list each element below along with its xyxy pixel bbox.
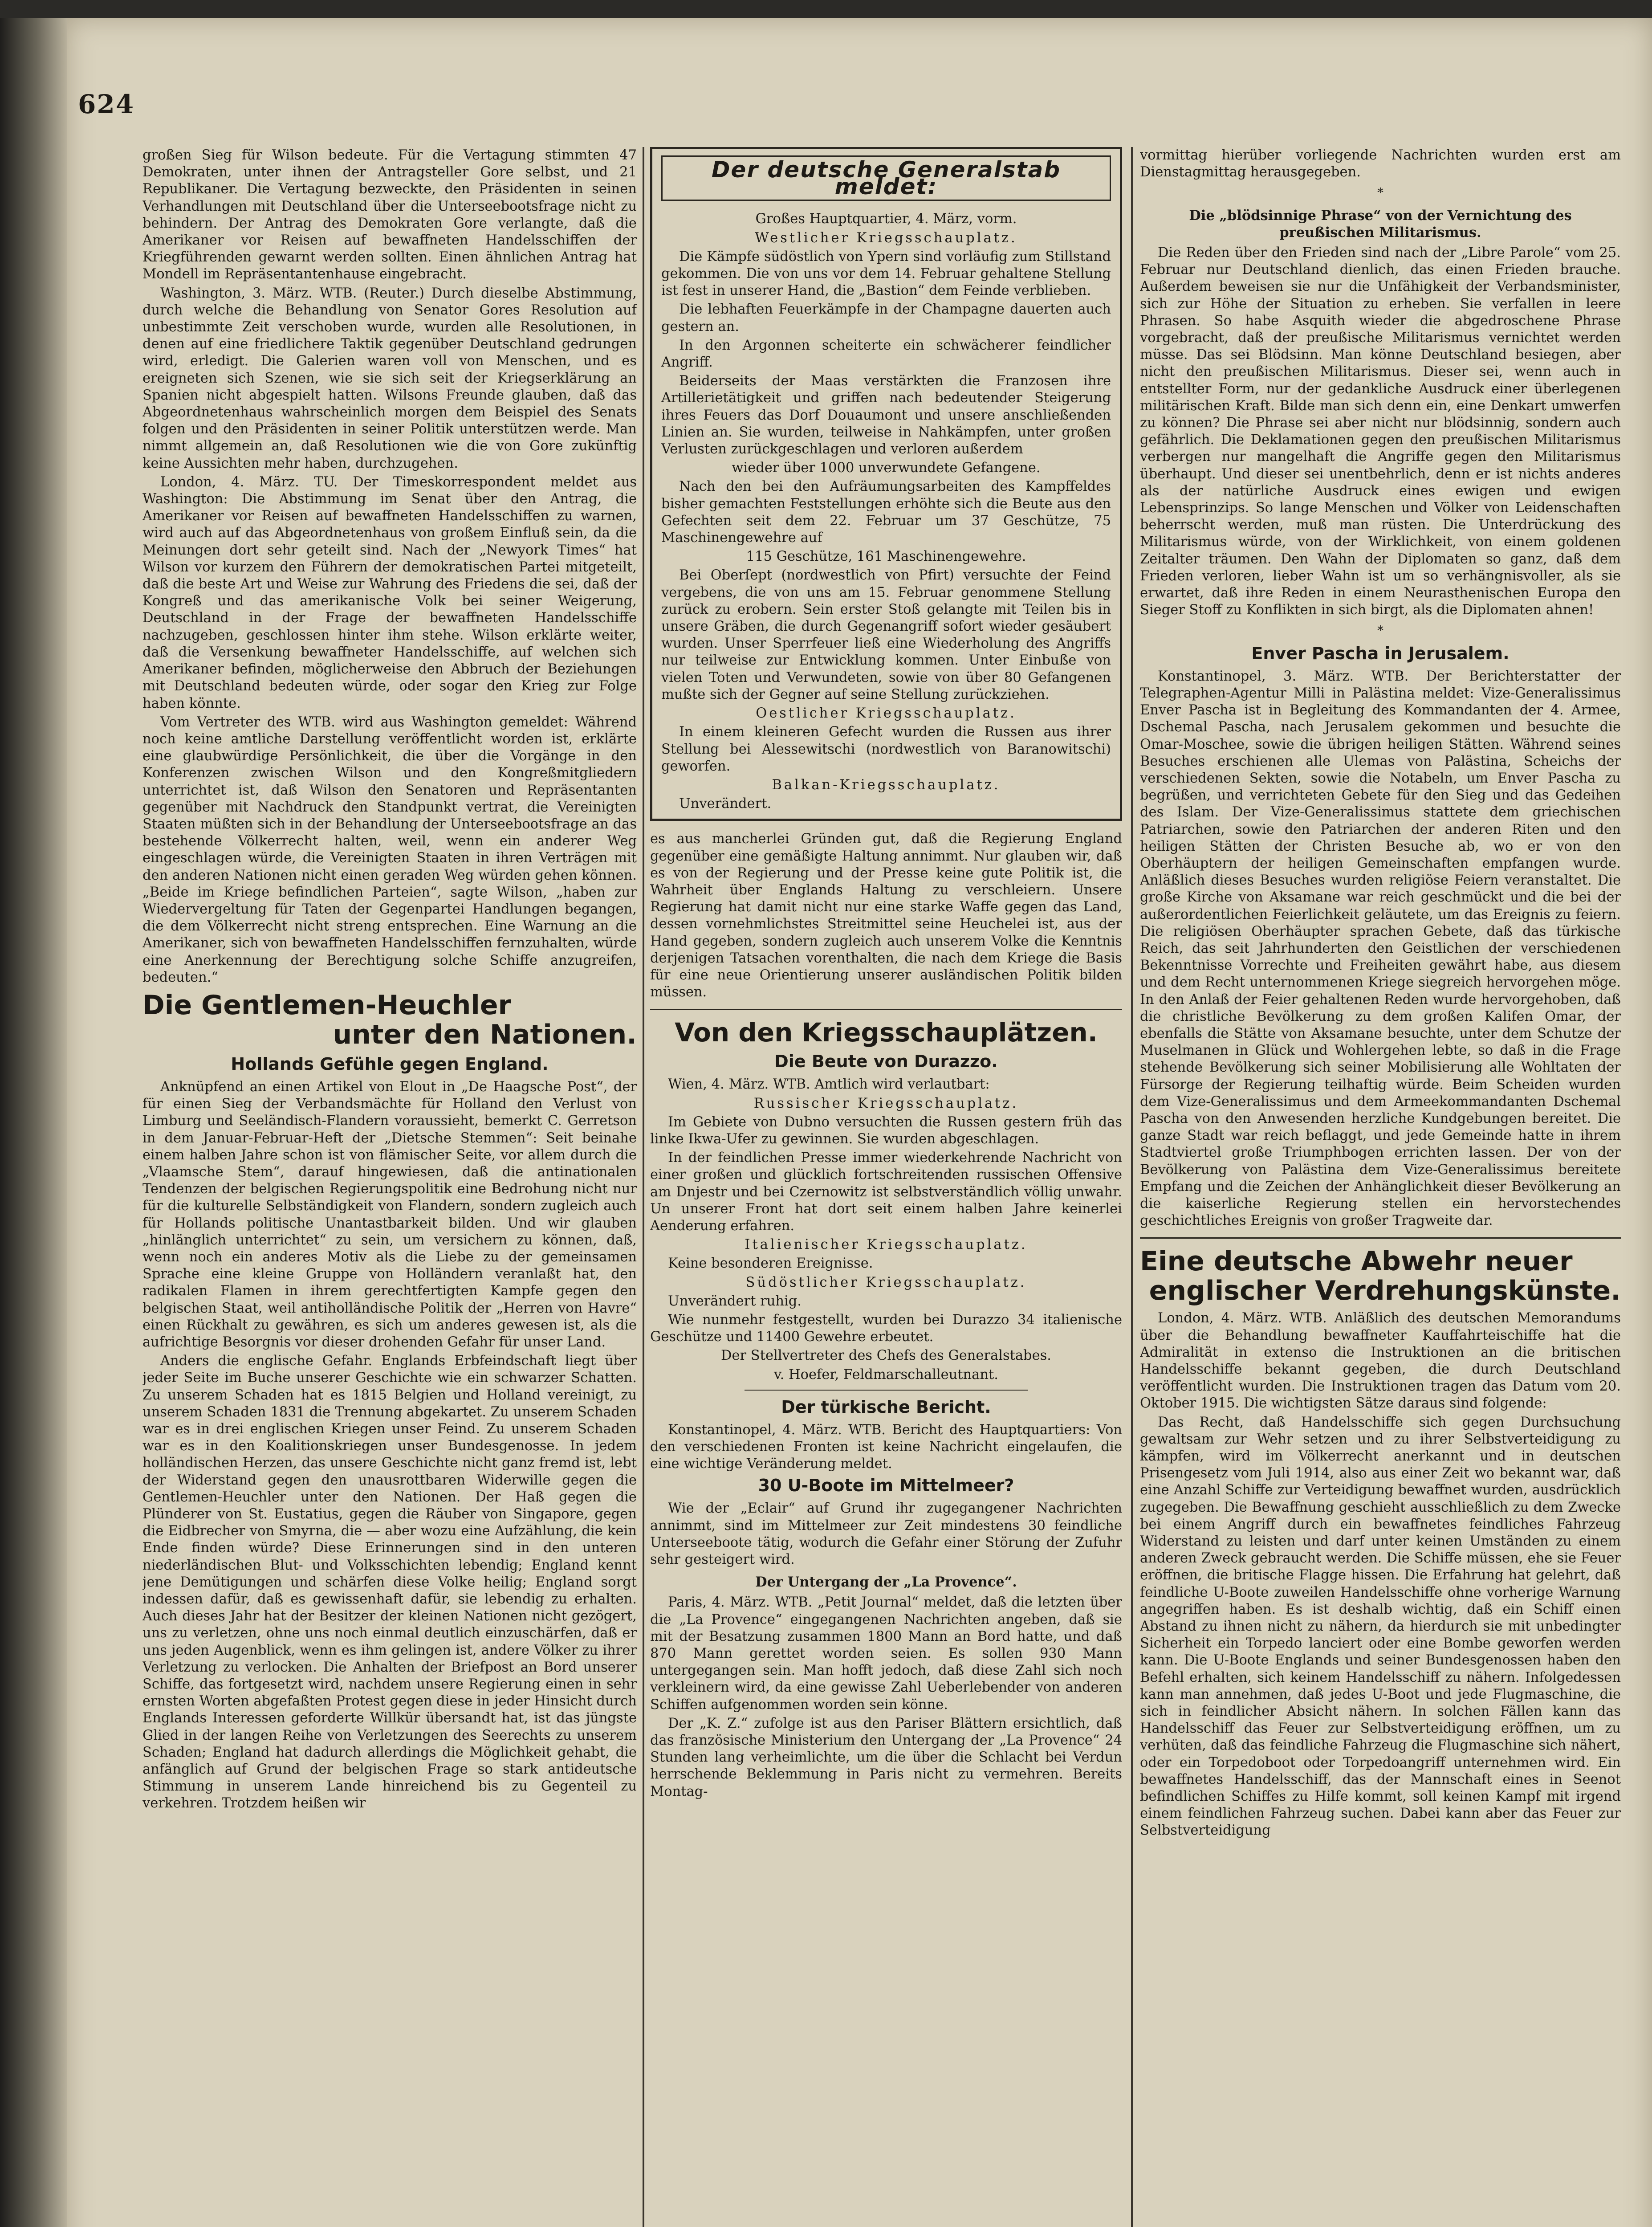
- paragraph: Vom Vertreter des WTB. wird aus Washington gemeldet: Während noch keine amtliche Darstellung veröffentlicht worden ist, erklärte eine glaubwürdige Persönlichkeit, die über die Vorgänge in den Konferenzen zwischen Wilson und den Kongreßmitgliedern unterrichtet ist, daß Wilson den Senatoren und Repräsentanten gegenüber mit Nachdruck den Standpunkt vertrat, die Vereinigten Staaten müßten sich in der Behandlung der Unterseebootsfrage an das bestehende Völkerrecht halten, weil, wenn ein anderer Weg eingeschlagen würde, die Vereinigten Staaten in ihren Verträgen mit den anderen Nationen nicht einen geraden Weg würden gehen können. „Beide im Kriege befindlichen Parteien“, sagte Wilson, „haben zur Wiedervergeltung für Taten der Gegenpartei Handlungen begangen, die dem Völkerrecht nicht streng entsprechen. Eine Warnung an die Amerikaner, sich von bewaffneten Handelsschiffen fernzuhalten, würde eine Anerkennung der Berechtigung solche Schiffe anzugreifen, bedeuten.“: [142, 714, 637, 985]
- highlight-line: 115 Geschütze, 161 Maschinengewehre.: [746, 549, 1026, 565]
- paragraph: Anders die englische Gefahr. Englands Erbfeindschaft liegt über jeder Seite im Buche unserer Geschichte wie ein schwarzer Schatten. Zu unserem Schaden hat es 1815 Belgien und Holland vereinigt, zu unserem Schaden 1831 die Trennung abgekartet. Zu unserem Schaden war es in drei englischen Kriegen unser Feind. Zu unserem Schaden war es in den Koalitionskriegen unser Bundesgenosse. In jedem holländischen Herzen, das unsere Geschichte nicht ganz fremd ist, lebt der Widerstand gegen den unausrottbaren Widerwille gegen die Gentlemen-Heuchler unter den Nationen. Der Haß gegen die Plünderer von St. Eustatius, gegen die Räuber von Singapore, gegen die Eidbrecher von Smyrna, die — aber wozu eine Aufzählung, die kein Ende finden würde? Diese Erinnerungen sind in den unteren niederländischen Blut- und Volksschichten lebendig; England kennt jene Demütigungen und schärfen diese Volke heilig; England sorgt indessen dafür, daß es gewissenhaft dafür, sie lebendig zu erhalten. Auch dieses Jahr hat der Besitzer der kleinen Nationen nicht gezögert, uns zu verletzen, ohne uns noch einmal deutlich einzuschärfen, daß er uns jeden Augenblick, wenn es ihm gelingen ist, andere Völker zu ihrer Verletzung zu verlocken. Die Anhalten der Briefpost an Bord unserer Schiffe, das fortgesetzt wird, nachdem unsere Regierung einen in sehr ernsten Worten abgefaßten Protest gegen diese in jeder Hinsicht durch Englands Interessen geforderte Willkür übersandt hat, ist das jüngste Glied in der langen Reihe von Verletzungen des Seerechts zu unserem Schaden; England hat dadurch allerdings die Möglichkeit gehabt, die anfänglich auf Grund der belgischen Frage so stark antideutsche Stimmung in unserem Lande hinreichend bis zu Gegenteil zu verkehren. Trotzdem heißen wir: [142, 1353, 637, 1811]
- paragraph: Im Gebiete von Dubno versuchten die Russen gestern früh das linke Ikwa-Ufer zu gewinnen. Sie wurden abgeschlagen.: [650, 1114, 1122, 1147]
- paragraph: es aus mancherlei Gründen gut, daß die Regierung England gegenüber eine gemäßigte Haltung annimmt. Nur glauben wir, daß es von der Regierung und der Presse keine gute Politik ist, die Wahrheit über Englands Haltung zu verschleiern. Unsere Regierung hat damit nicht nur eine starke Waffe gegen das Land, dessen vornehmlichstes Streitmittel seine Heuchelei ist, aus der Hand gegeben, sondern zugleich auch unserem Volke die Kenntnis derjenigen Tatsachen vorenthalten, die nach dem Kriege die Basis für eine neue Orientierung unserer ausländischen Politik bilden müssen.: [650, 831, 1122, 1000]
- section-heading: Südöstlicher Kriegsschauplatz.: [745, 1274, 1027, 1290]
- signature-line: Der Stellvertreter des Chefs des Generalstabes.: [721, 1348, 1051, 1364]
- section-heading: Balkan-Kriegsschauplatz.: [772, 777, 1001, 793]
- paragraph: großen Sieg für Wilson bedeute. Für die Vertagung stimmten 47 Demokraten, unter ihnen der Antragsteller Gore selbst, und 21 Republikaner. Die Vertagung bezweckte, den Präsidenten in seinen Verhandlungen mit Deutschland über die Unterseebootsfrage nicht zu behindern. Der Antrag des Demokraten Gore verlangte, daß die Amerikaner vor Reisen auf bewaffneten Handelsschiffen der Kriegführenden gewarnt werden sollten. Einen ähnlichen Antrag hat Mondell im Repräsentantenhause eingebracht.: [142, 147, 637, 282]
- star-separator: *: [1377, 185, 1383, 200]
- headline-line-1: Eine deutsche Abwehr neuer: [1140, 1246, 1573, 1277]
- article-subheadline: Die „blödsinnige Phrase“ von der Vernichtung des preußischen Militarismus.: [1189, 207, 1572, 241]
- paragraph: Wie der „Eclair“ auf Grund ihr zugegangener Nachrichten annimmt, sind im Mittelmeer zur Zeit mindestens 30 feindliche Unterseeboote tätig, wodurch die Gefahr einer Störung der Zufuhr sehr gesteigert wird.: [650, 1501, 1122, 1568]
- star-separator: *: [1377, 623, 1383, 638]
- article-headline: [142, 991, 637, 1049]
- article-headline: [1140, 1247, 1621, 1305]
- column-3: [1140, 147, 1621, 2227]
- article-subheadline: 30 U-Boote im Mittelmeer?: [758, 1476, 1014, 1496]
- paragraph: Die lebhaften Feuerkämpfe in der Champagne dauerten auch gestern an.: [661, 302, 1111, 334]
- column-1: [142, 147, 637, 2227]
- headline-line-2: unter den Nationen.: [333, 1019, 637, 1050]
- section-heading: Italienischer Kriegsschauplatz.: [745, 1237, 1028, 1253]
- paragraph: Die Kämpfe südöstlich von Ypern sind vorläufig zum Stillstand gekommen. Die von uns vor dem 14. Februar gehaltene Stellung ist fest in unserer Hand, die „Bastion“ dem Feinde verblieben.: [661, 249, 1111, 299]
- paragraph: In den Argonnen scheiterte ein schwächerer feindlicher Angriff.: [661, 337, 1111, 371]
- paragraph: Anknüpfend an einen Artikel von Elout in „De Haagsche Post“, der für einen Sieg der Verbandsmächte für Holland den Verlust von Limburg und Seeländisch-Flandern voraussieht, bemerkt C. Gerretson in dem Januar-Februar-Heft der „Dietsche Stemmen“: Seit beinahe einem halben Jahre schon ist von flämischer Seite, vor allem durch die „Vlaamsche Stem“, darauf hingewiesen, daß die antinationalen Tendenzen der belgischen Regierungspolitik eine Bedrohung nicht nur für die kulturelle Selbständigkeit von Flandern, sondern zugleich auch für Hollands politische Unantastbarkeit bilden. Und wir glauben „hinlänglich unterrichtet“ zu sein, um versichern zu können, daß, wenn noch ein anderes Motiv als die Liebe zu der gemeinsamen Sprache eine kleine Gruppe von Holländern veranlaßt hat, den radikalen Flamen in ihrem gerechtfertigten Kampfe gegen den belgischen Staat, weil antiholländische Politik der „Herren von Havre“ einen Rückhalt zu gewähren, es sich um anderes gewesen ist, als die aufrichtige Besorgnis vor dieser drohenden Gefahr für unser Land.: [142, 1079, 637, 1350]
- paragraph: Beiderseits der Maas verstärkten die Franzosen ihre Artillerietätigkeit und griffen nach bedeutender Steigerung ihres Feuers das Dorf Douaumont und unsere anschließenden Linien an. Sie wurden, teilweise in Nahkämpfen, unter großen Verlusten zurückgeschlagen und verloren außerdem: [661, 373, 1111, 457]
- paragraph: Das Recht, daß Handelsschiffe sich gegen Durchsuchung gewaltsam zur Wehr setzen und zu ihrer Selbstverteidigung zu kämpfen, wird im Völkerrecht anerkannt und in deutschen Prisengesetz vom Juli 1914, also aus einer Zeit wo bekannt war, daß eine Anzahl Schiffe zur Verteidigung bewaffnet wurden, ausdrücklich zugegeben. Die Bewaffnung geschieht ausschließlich zu dem Zwecke bei einem Angriff durch ein bewaffnetes feindliches Fahrzeug Widerstand zu leisten und darf unter keinen Umständen zu einem anderen Zweck gebraucht werden. Die Schiffe müssen, ehe sie Feuer eröffnen, die britische Flagge hissen. Die Erfahrung hat gelehrt, daß feindliche U-Boote zuweilen Handelsschiffe ohne vorherige Warnung angegriffen haben. Es ist deshalb wichtig, daß ein Schiff einen Abstand zu ihnen nicht zu nähern, da hierdurch sie mit unbedingter Sicherheit ein Torpedo lanciert oder eine Bombe geworfen werden kann. Die U-Boote Englands und seiner Bundesgenossen haben den Befehl erhalten, sich keinem Handelsschiff zu nähern. Infolgedessen kann man annehmen, daß jedes U-Boot und jede Flugmaschine, die sich in feindlicher Absicht nähern. In solchen Fällen kann das Handelsschiff das Feuer zur Selbstverteidigung eröffnen, um zu verhüten, daß das feindliche Fahrzeug die Flugmaschine sich nähert, oder ein Torpedoboot oder Torpedoangriff unternehmen wird. Ein bewaffnetes Handelsschiff, das der Mannschaft eines in Seenot befindlichen Schiffes zu Hilfe kommt, soll keinen Kampf mit irgend einem feindlichen Fahrzeug suchen. Dabei kann aber das Feuer zur Selbstverteidigung: [1140, 1414, 1621, 1839]
- paragraph: Keine besonderen Ereignisse.: [668, 1256, 873, 1272]
- separator: [1140, 1237, 1621, 1239]
- paragraph: Unverändert ruhig.: [668, 1293, 802, 1309]
- headline-line-2: englischer Verdrehungskünste.: [1149, 1275, 1621, 1307]
- article-subheadline: Der türkische Bericht.: [781, 1397, 991, 1417]
- article-subheadline: Die Beute von Durazzo.: [774, 1052, 998, 1072]
- adjacent-page-edge: [0, 18, 67, 2227]
- column-divider: [643, 147, 644, 2227]
- paragraph: In der feindlichen Presse immer wiederkehrende Nachricht von einer großen und glücklich fortschreitenden russischen Offensive am Dnjestr und bei Czernowitz ist selbstverständlich völlig unwahr. Un unserer Front hat dort seit einem halben Jahre keinerlei Aenderung erfahren.: [650, 1150, 1122, 1234]
- paragraph: vormittag hierüber vorliegende Nachrichten wurden erst am Dienstagmittag herausgegeben.: [1140, 147, 1621, 180]
- section-heading: Oestlicher Kriegsschauplatz.: [756, 706, 1017, 722]
- article-subheadline: Der Untergang der „La Provence“.: [755, 1574, 1017, 1591]
- column-2: [650, 147, 1122, 2227]
- separator: [650, 1009, 1122, 1010]
- paragraph: Bei Oberſept (nordwestlich von Pfirt) versuchte der Feind vergebens, die von uns am 15. Februar genommene Stellung zurück zu erobern. Sein erster Stoß gelangte mit Teilen bis in unsere Gräben, die durch Gegenangriff sofort wieder gesäubert wurden. Unser Sperrfeuer ließ eine Wiederholung des Angriffs nur teilweise zur Entwicklung kommen. Unter Einbuße von vielen Toten und Verwundeten, sowie von über 80 Gefangenen mußte sich der Gegner auf seine Stellung zurückziehen.: [661, 567, 1111, 702]
- box-title: Der deutsche Generalstab meldet:: [661, 155, 1111, 201]
- highlight-line: wieder über 1000 unverwundete Gefangene.: [732, 460, 1041, 476]
- column-divider: [1131, 147, 1133, 2227]
- article-headline: Von den Kriegsschauplätzen.: [675, 1017, 1098, 1048]
- paragraph: Konstantinopel, 3. März. WTB. Der Berichterstatter der Telegraphen-Agentur Milli in Palästina meldet: Vize-Generalissimus Enver Pascha ist in Begleitung des Kommandanten der 4. Armee, Dschemal Pascha, nach Jerusalem gekommen und besuchte die Omar-Moschee, sowie die übrigen heiligen Stätten. Während seines Besuches erschienen alle Ulemas von Palästina, Scheichs der verschiedenen Sekten, sowie die Notabeln, um Enver Pascha zu begrüßen, und verrichteten Gebete für den Sieg und das Gedeihen des Islam. Der Vize-Generalissimus stattete dem griechischen Patriarchen, sowie den Patriarchen der anderen Riten und den heiligen Stätten der Christen Besuche ab, wo er von den Oberhäuptern der heiligen Gemeinschaften empfangen wurde. Anläßlich dieses Besuches wurden religiöse Feiern veranstaltet. Die große Kirche von Aksamane war reich geschmückt und die bei der außerordentlichen Feierlichkeit geläutete, um das Ereignis zu feiern. Die religiösen Oberhäupter sprachen Gebete, daß das türkische Reich, das seit Jahrhunderten den Geistlichen der verschiedenen Bekenntnisse Vorrechte und Freiheiten gewährt habe, aus diesem und dem Recht unternommenen Kriege siegreich hervorgehen möge. In den Anlaß der Feier gehaltenen Reden wurde hervorgehoben, daß die christliche Bevölkerung zu dem großen Kalifen Omar, der ebenfalls die Stätte von Aksamane besuchte, unter dem Schutze der Muselmanen in Glück und Wohlergehen lebte, so daß in die Frage stehende Bevölkerung sich seiner Mobilisierung alle Wohltaten der Fürsorge der Regierung teilhaftig würde. Beim Scheiden wurden dem Vize-Generalissimus und dem Armeekommandanten Dschemal Pascha von den Anwesenden herzliche Kundgebungen bereitet. Die ganze Stadt war reich beflaggt, und jede Gemeinde hatte in ihrem Stadtviertel große Triumphbogen errichten lassen. Der von der Bevölkerung von Palästina dem Vize-Generalissimus bereitete Empfang und die Zeichen der Anhänglichkeit dieser Bevölkerung an die kaiserliche Regierung stellen ein hervorstechendes geschichtliches Ereignis von großer Tragweite dar.: [1140, 668, 1621, 1229]
- paragraph: London, 4. März. TU. Der Timeskorrespondent meldet aus Washington: Die Abstimmung im Senat über den Antrag, die Amerikaner vor Reisen auf bewaffneten Handelsschiffen zu warnen, wird auch auf das Abgeordnetenhaus von großem Einfluß sein, da die Meinungen dort sehr geteilt sind. Nach der „Newyork Times“ hat Wilson vor kurzem den Führern der demokratischen Partei mitgeteilt, daß die beste Art und Weise zur Wahrung des Friedens die sei, daß der Kongreß und das amerikanische Volk bei seiner Weigerung, Deutschland in der Frage der bewaffneten Handelsschiffe nachzugeben, geschlossen hinter ihm stehe. Wilson erklärte weiter, daß die Versenkung bewaffneter Handelsschiffe, auf welchen sich Amerikaner befinden, möglicherweise den Abbruch der Beziehungen mit Deutschland bedeuten würde, oder sogar den Krieg zur Folge haben könnte.: [142, 474, 637, 711]
- paragraph: Unverändert.: [679, 796, 772, 812]
- article-subheadline: Enver Pascha in Jerusalem.: [1251, 643, 1510, 663]
- paragraph: Paris, 4. März. WTB. „Petit Journal“ meldet, daß die letzten über die „La Provence“ eingegangenen Nachrichten angeben, daß sie mit der Besatzung zusammen 1800 Mann an Bord hatte, und daß 870 Mann gerettet worden seien. Es sollen 930 Mann untergegangen sein. Man hofft jedoch, daß diese Zahl sich noch verkleinern wird, da eine gewisse Zahl Ueberlebender von anderen Schiffen aufgenommen worden sein könne.: [650, 1595, 1122, 1713]
- section-heading: Westlicher Kriegsschauplatz.: [755, 230, 1017, 246]
- dateline: Großes Hauptquartier, 4. März, vorm.: [755, 211, 1017, 227]
- separator: [745, 1390, 1028, 1391]
- paragraph: Nach den bei den Aufräumungsarbeiten des Kampffeldes bisher gemachten Feststellungen erhöhte sich die Beute aus den Gefechten seit dem 22. Februar um 37 Geschütze, 75 Maschinengewehre auf: [661, 479, 1111, 546]
- paragraph: Die Reden über den Frieden sind nach der „Libre Parole“ vom 25. Februar nur Deutschland dienlich, das einen Frieden brauche. Außerdem beweisen sie nur die Unfähigkeit der Verbandsminister, sich zur Höhe der Situation zu erheben. Sie verfallen in leere Phrasen. So habe Asquith wieder die abgedroschene Phrase vorgebracht, daß der preußische Militarismus vernichtet werden müsse. Das sei Blödsinn. Man könne Deutschland besiegen, aber nicht den preußischen Militarismus. Dieser sei, wenn auch in entstellter Form, nur der gedankliche Ausdruck einer überlegenen militärischen Kraft. Bilde man sich denn ein, eine Denkart umwerfen zu können? Die Phrase sei aber nicht nur blödsinnig, sondern auch gefährlich. Die Deklamationen gegen den preußischen Militarismus verbergen nur mangelhaft die Angriffe gegen den Militarismus überhaupt. Und dieser sei unentbehrlich, denn er ist nichts anderes als der natürliche Ausdruck eines ewigen und ewigen Lebensprinzips. So lange Menschen und Völker von Leidenschaften beherrscht werden, muß man rüsten. Die Unterdrückung des Militarismus würde, von der Wirklichkeit, von einem goldenen Zeitalter träumen. Den Wahn der Diplomaten so ganz, daß dem Frieden verloren, lieber Wahn ist um so verhängnisvoller, als sie erwartet, daß ihre Reden in einem Neurasthenischen Europa den Sieger Stoff zu Konflikten in sich birgt, als die Diplomaten ahnen!: [1140, 245, 1621, 618]
- paragraph: Der „K. Z.“ zufolge ist aus den Pariser Blättern ersichtlich, daß das französische Ministerium den Untergang der „La Provence“ 24 Stunden lang verheimlichte, um die über die Schlacht bei Verdun herrschende Beklemmung in Paris nicht zu vermehren. Bereits Montag-: [650, 1715, 1122, 1799]
- headline-line-1: Die Gentlemen-Heuchler: [142, 989, 512, 1021]
- paragraph: In einem kleineren Gefecht wurden die Russen aus ihrer Stellung bei Alessewitschi (nordwestlich von Baranowitschi) geworfen.: [661, 724, 1111, 774]
- paragraph: Wie nunmehr festgestellt, wurden bei Durazzo 34 italienische Geschütze und 11400 Gewehre erbeutet.: [650, 1312, 1122, 1345]
- article-subheadline: Hollands Gefühle gegen England.: [231, 1054, 549, 1074]
- dateline: Wien, 4. März. WTB. Amtlich wird verlautbart:: [668, 1077, 990, 1093]
- general-staff-report-box: [650, 147, 1122, 821]
- paragraph: London, 4. März. WTB. Anläßlich des deutschen Memorandums über die Behandlung bewaffneter Kauffahrteischiffe hat die Admiralität in extenso die Instruktionen an die britischen Handelsschiffe bekannt gegeben, die durch Deutschland veröffentlicht wurden. Die Instruktionen tragen das Datum vom 20. Oktober 1915. Die wichtigsten Sätze daraus sind folgende:: [1140, 1310, 1621, 1411]
- paragraph: Washington, 3. März. WTB. (Reuter.) Durch dieselbe Abstimmung, durch welche die Behandlung von Senator Gores Resolution auf unbestimmte Zeit verschoben wurde, wurden alle Resolutionen, in denen auf eine friedlichere Taktik gegenüber Deutschland gedrungen wird, erledigt. Die Galerien waren voll von Menschen, und es ereigneten sich Szenen, wie sie sich seit der Kriegserklärung an Spanien nicht abgespielt hatten. Wilsons Freunde glauben, daß das Abgeordnetenhaus wahrscheinlich morgen dem Beispiel des Senats folgen und den Präsidenten in seiner Politik unterstützen werde. Man nimmt allgemein an, daß Resolutionen wie die von Gore zukünftig keine Aussichten mehr haben, durchzugehen.: [142, 285, 637, 471]
- paragraph: Konstantinopel, 4. März. WTB. Bericht des Hauptquartiers: Von den verschiedenen Fronten ist keine Nachricht eingelaufen, die eine wichtige Veränderung meldet.: [650, 1422, 1122, 1472]
- page-number: 624: [78, 89, 135, 119]
- signature-line: v. Hoefer, Feldmarschalleutnant.: [774, 1366, 998, 1383]
- section-heading: Russischer Kriegsschauplatz.: [753, 1095, 1019, 1111]
